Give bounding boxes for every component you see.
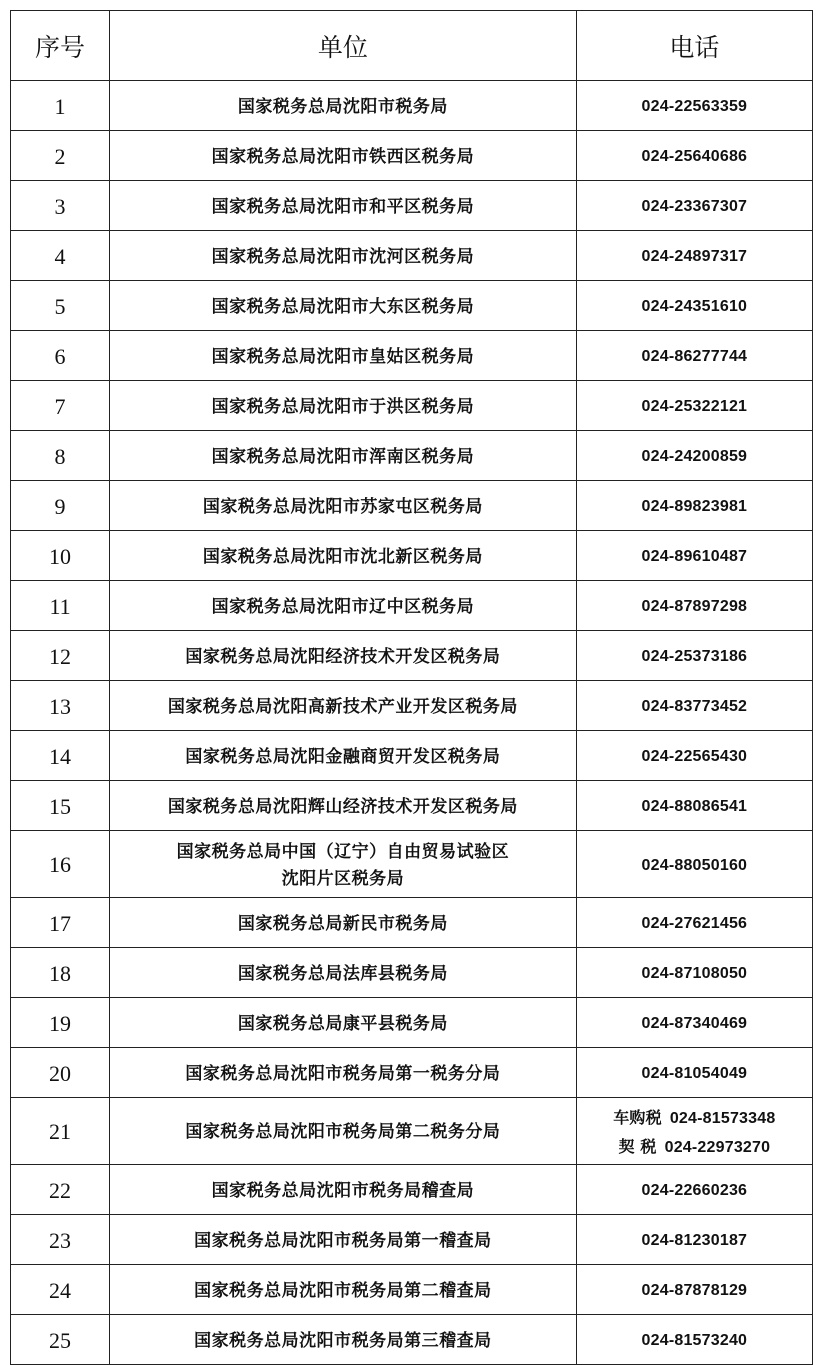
phone-cell — [576, 381, 812, 431]
unit-name: 国家税务总局沈阳市和平区税务局 — [211, 196, 475, 217]
phone-entry — [577, 1277, 812, 1305]
unit-name: 国家税务总局沈阳市税务局第一税务分局 — [185, 1063, 501, 1084]
unit-name: 国家税务总局沈阳市税务局第二稽查局 — [194, 1280, 492, 1301]
phone-cell — [576, 948, 812, 998]
phone-entry — [577, 852, 812, 880]
index-cell: 16 — [11, 831, 110, 898]
unit-name: 国家税务总局沈阳市铁西区税务局 — [211, 146, 475, 167]
phone-number: 024-81230187 — [641, 1232, 748, 1249]
phone-number: 024-25373186 — [641, 648, 748, 665]
index-cell: 2 — [11, 131, 110, 181]
index-cell: 8 — [11, 431, 110, 481]
table-row — [11, 731, 813, 781]
phone-number: 024-22565430 — [641, 748, 748, 765]
phone-entry — [577, 543, 812, 571]
unit-name: 国家税务总局沈阳市沈北新区税务局 — [202, 546, 483, 567]
unit-name: 国家税务总局沈阳金融商贸开发区税务局 — [185, 746, 501, 767]
phone-number: 024-88050160 — [641, 856, 748, 874]
phone-entry — [577, 1327, 812, 1355]
phone-number: 024-81054049 — [641, 1065, 748, 1082]
unit-name: 国家税务总局中国（辽宁）自由贸易试验区 — [176, 841, 510, 862]
phone-entry — [577, 343, 812, 371]
index-cell: 21 — [11, 1098, 110, 1165]
table-row — [11, 1165, 813, 1215]
index-cell: 11 — [11, 581, 110, 631]
table-row — [11, 131, 813, 181]
phone-cell — [576, 481, 812, 531]
table-row — [11, 231, 813, 281]
table-row — [11, 481, 813, 531]
index-cell: 14 — [11, 731, 110, 781]
unit-name: 国家税务总局法库县税务局 — [237, 963, 448, 984]
phone-entry — [577, 493, 812, 521]
unit-name: 国家税务总局沈阳市税务局 — [237, 96, 448, 117]
phone-cell — [576, 1098, 812, 1165]
phone-cell — [576, 231, 812, 281]
table-row — [11, 998, 813, 1048]
phone-label: 车购税 — [613, 1107, 662, 1127]
index-cell: 18 — [11, 948, 110, 998]
unit-name: 国家税务总局沈阳市浑南区税务局 — [211, 446, 475, 467]
unit-cell — [110, 181, 577, 231]
unit-cell — [110, 1215, 577, 1265]
unit-name: 国家税务总局沈阳市税务局第一稽查局 — [194, 1230, 492, 1251]
phone-number: 024-25640686 — [641, 148, 748, 165]
phone-cell — [576, 1315, 812, 1365]
unit-name: 国家税务总局沈阳高新技术产业开发区税务局 — [167, 696, 518, 717]
phone-number: 024-24897317 — [641, 248, 748, 265]
unit-cell — [110, 1165, 577, 1215]
table-row — [11, 681, 813, 731]
unit-cell — [110, 1265, 577, 1315]
unit-cell — [110, 581, 577, 631]
phone-cell — [576, 731, 812, 781]
phone-number: 024-23367307 — [641, 198, 748, 215]
index-cell: 17 — [11, 898, 110, 948]
unit-cell — [110, 948, 577, 998]
phone-cell — [576, 1215, 812, 1265]
unit-cell — [110, 81, 577, 131]
table-row — [11, 831, 813, 898]
table-row — [11, 898, 813, 948]
phone-cell — [576, 531, 812, 581]
table-row — [11, 1315, 813, 1365]
unit-name: 国家税务总局沈阳市税务局第三稽查局 — [194, 1330, 492, 1351]
phone-cell — [576, 998, 812, 1048]
phone-entry — [577, 693, 812, 721]
phone-number: 024-81573348 — [669, 1109, 776, 1127]
unit-cell — [110, 898, 577, 948]
phone-entry — [577, 293, 812, 321]
phone-entry — [577, 910, 812, 938]
phone-number: 024-88086541 — [641, 798, 748, 815]
phone-number: 024-86277744 — [641, 348, 748, 365]
index-cell: 5 — [11, 281, 110, 331]
phone-number: 024-87340469 — [641, 1015, 748, 1032]
unit-cell — [110, 731, 577, 781]
index-cell: 13 — [11, 681, 110, 731]
phone-cell — [576, 898, 812, 948]
index-cell: 24 — [11, 1265, 110, 1315]
unit-name: 国家税务总局康平县税务局 — [237, 1013, 448, 1034]
unit-cell — [110, 631, 577, 681]
index-cell: 6 — [11, 331, 110, 381]
phone-entry — [577, 793, 812, 821]
phone-entry — [577, 1177, 812, 1205]
unit-cell — [110, 1315, 577, 1365]
phone-entry — [577, 643, 812, 671]
header-unit: 单位 — [110, 11, 577, 81]
phone-number: 024-89610487 — [641, 548, 748, 565]
phone-entry — [577, 393, 812, 421]
index-cell: 19 — [11, 998, 110, 1048]
unit-name: 国家税务总局沈阳市税务局第二税务分局 — [185, 1122, 501, 1142]
tax-bureau-contact-table — [10, 10, 813, 1365]
table-row — [11, 181, 813, 231]
unit-name: 国家税务总局新民市税务局 — [237, 913, 448, 934]
unit-name: 国家税务总局沈阳市苏家屯区税务局 — [202, 496, 483, 517]
unit-cell — [110, 281, 577, 331]
table-row — [11, 81, 813, 131]
phone-entry — [577, 1060, 812, 1088]
phone-entry — [577, 193, 812, 221]
unit-cell — [110, 431, 577, 481]
unit-cell — [110, 331, 577, 381]
unit-cell — [110, 1098, 577, 1165]
phone-entry — [577, 960, 812, 988]
header-phone: 电话 — [576, 11, 812, 81]
phone-number: 024-25322121 — [641, 398, 748, 415]
phone-number: 024-22973270 — [664, 1138, 771, 1156]
phone-number: 024-22660236 — [641, 1182, 748, 1199]
unit-cell — [110, 231, 577, 281]
phone-number: 024-89823981 — [641, 498, 748, 515]
phone-cell — [576, 1265, 812, 1315]
unit-name: 国家税务总局沈阳经济技术开发区税务局 — [185, 646, 501, 667]
phone-entry — [577, 743, 812, 771]
phone-entry — [577, 143, 812, 171]
unit-cell — [110, 681, 577, 731]
header-index: 序号 — [11, 11, 110, 81]
phone-number: 024-87878129 — [641, 1282, 748, 1299]
phone-entry — [577, 243, 812, 271]
index-cell: 7 — [11, 381, 110, 431]
table-row — [11, 1098, 813, 1165]
index-cell: 22 — [11, 1165, 110, 1215]
unit-cell — [110, 381, 577, 431]
index-cell: 3 — [11, 181, 110, 231]
unit-cell — [110, 531, 577, 581]
table-row — [11, 281, 813, 331]
phone-cell — [576, 181, 812, 231]
phone-number: 024-24200859 — [641, 448, 748, 465]
table-row — [11, 1265, 813, 1315]
table-row — [11, 531, 813, 581]
phone-number: 024-27621456 — [641, 915, 748, 932]
phone-cell — [576, 581, 812, 631]
index-cell: 10 — [11, 531, 110, 581]
table-row — [11, 1215, 813, 1265]
unit-name: 国家税务总局沈阳市沈河区税务局 — [211, 246, 475, 267]
table-body — [11, 81, 813, 1365]
phone-number: 024-22563359 — [641, 98, 748, 115]
phone-number: 024-87897298 — [641, 598, 748, 615]
index-cell: 15 — [11, 781, 110, 831]
unit-name: 国家税务总局沈阳市于洪区税务局 — [211, 396, 475, 417]
index-cell: 20 — [11, 1048, 110, 1098]
phone-number: 024-24351610 — [641, 298, 748, 315]
table-row — [11, 331, 813, 381]
unit-name: 国家税务总局沈阳市税务局稽查局 — [211, 1180, 475, 1201]
phone-entry — [577, 593, 812, 621]
phone-entry — [577, 93, 812, 121]
unit-cell — [110, 998, 577, 1048]
table-row — [11, 948, 813, 998]
phone-cell — [576, 131, 812, 181]
phone-entry — [577, 1227, 812, 1255]
index-cell: 25 — [11, 1315, 110, 1365]
table-header-row — [11, 11, 813, 81]
unit-cell — [110, 481, 577, 531]
index-cell: 23 — [11, 1215, 110, 1265]
unit-name: 沈阳片区税务局 — [281, 868, 405, 889]
phone-number: 024-87108050 — [641, 965, 748, 982]
phone-entry — [577, 443, 812, 471]
phone-cell — [576, 1048, 812, 1098]
table-row — [11, 781, 813, 831]
phone-cell — [576, 81, 812, 131]
phone-entry — [577, 1104, 812, 1133]
phone-label: 契 税 — [618, 1136, 657, 1156]
phone-entry — [577, 1133, 812, 1162]
table-row — [11, 581, 813, 631]
unit-name: 国家税务总局沈阳市辽中区税务局 — [211, 596, 475, 617]
unit-cell — [110, 831, 577, 898]
phone-cell — [576, 281, 812, 331]
unit-name: 国家税务总局沈阳市皇姑区税务局 — [211, 346, 475, 367]
phone-cell — [576, 331, 812, 381]
phone-entry — [577, 1010, 812, 1038]
unit-cell — [110, 131, 577, 181]
index-cell: 1 — [11, 81, 110, 131]
index-cell: 4 — [11, 231, 110, 281]
phone-number: 024-83773452 — [641, 698, 748, 715]
unit-name: 国家税务总局沈阳市大东区税务局 — [211, 296, 475, 317]
phone-cell — [576, 781, 812, 831]
unit-name: 国家税务总局沈阳辉山经济技术开发区税务局 — [167, 796, 518, 817]
unit-cell — [110, 781, 577, 831]
index-cell: 9 — [11, 481, 110, 531]
table-row — [11, 381, 813, 431]
table-row — [11, 631, 813, 681]
phone-number: 024-81573240 — [641, 1332, 748, 1349]
phone-cell — [576, 831, 812, 898]
phone-cell — [576, 431, 812, 481]
phone-cell — [576, 631, 812, 681]
phone-cell — [576, 681, 812, 731]
table-row — [11, 431, 813, 481]
unit-cell — [110, 1048, 577, 1098]
phone-cell — [576, 1165, 812, 1215]
index-cell: 12 — [11, 631, 110, 681]
table-row — [11, 1048, 813, 1098]
